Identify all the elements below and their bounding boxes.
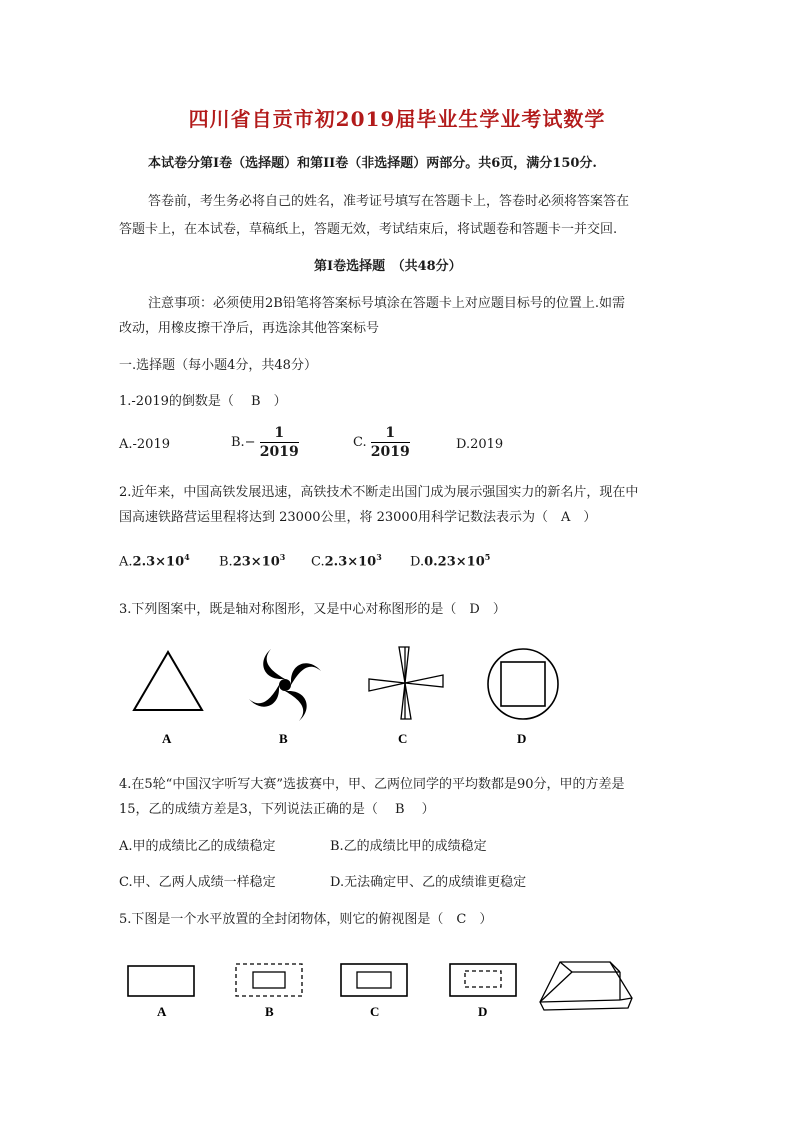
q2-option-d-prefix: D.	[410, 554, 425, 570]
q1-option-b-denominator: 2019	[259, 444, 299, 460]
q2-option-c-exponent: 3	[376, 552, 382, 562]
q2-option-a-base: 2.3×10	[132, 554, 185, 570]
q4-option-d: D.无法确定甲、乙的成绩谁更稳定	[330, 875, 527, 890]
q2-option-b-base: 23×10	[232, 554, 280, 570]
q3-triangle-figure	[134, 652, 202, 710]
q5-frustum-solid	[540, 962, 632, 1010]
q2-option-d-base: 0.23×10	[424, 554, 485, 570]
q3-label-d: D	[517, 731, 527, 746]
q2-option-b-exponent: 3	[279, 552, 286, 562]
q4-option-a: A.甲的成绩比乙的成绩稳定	[119, 839, 276, 854]
q1-option-c-numerator: 1	[371, 425, 410, 443]
q3-figures	[120, 640, 590, 750]
q4-line-2: 15，乙的成绩方差是3，下列说法正确的是（ B ）	[119, 802, 435, 817]
q5-option-c-figure	[341, 964, 407, 996]
q1-option-b-prefix: B.−	[231, 435, 256, 450]
q5-stem: 5.下图是一个水平放置的全封闭物体，则它的俯视图是（ C ）	[119, 912, 493, 927]
q3-pinwheel-figure	[249, 649, 321, 721]
q2-line-1: 2.近年来，中国高铁发展迅速，高铁技术不断走出国门成为展示强国实力的新名片，现在中	[119, 485, 639, 500]
q1-option-d: D.2019	[456, 437, 504, 452]
q1-option-c-prefix: C.	[353, 435, 367, 450]
exam-title: 四川省自贡市初2019届毕业生学业考试数学	[188, 107, 606, 131]
q2-option-b	[219, 552, 285, 569]
q2-option-b-prefix: B.	[219, 554, 233, 570]
q5-option-d-figure	[450, 964, 516, 996]
q5-label-b: B	[265, 1004, 274, 1019]
q1-option-c-denominator: 2019	[370, 444, 410, 460]
q5-label-c: C	[370, 1004, 380, 1019]
q3-windmill-figure	[369, 647, 443, 719]
q1-option-b-numerator: 1	[260, 425, 299, 443]
q2-option-c-prefix: C.	[311, 554, 325, 570]
q3-label-c: C	[398, 731, 408, 746]
q4-line-1: 4.在5轮“中国汉字听写大赛”选拔赛中，甲、乙两位同学的平均数都是90分，甲的方差是	[119, 777, 625, 792]
q5-label-d: D	[478, 1004, 488, 1019]
q5-figures	[120, 950, 640, 1025]
q2-line-2: 国高速铁路营运里程将达到 23000公里，将 23000用科学记数法表示为（ A ）	[119, 510, 597, 525]
attention-line-2: 改动，用橡皮擦干净后，再选涂其他答案标号	[119, 321, 380, 336]
q2-option-d	[410, 552, 490, 569]
q2-option-a-prefix: A.	[119, 554, 133, 570]
q5-option-b-figure	[236, 964, 302, 996]
notice-line-2: 答题卡上，在本试卷，草稿纸上，答题无效，考试结束后，将试题卷和答题卡一并交回.	[119, 222, 618, 237]
q1-option-b-fraction	[260, 425, 299, 460]
q1-option-a: A.-2019	[119, 437, 170, 452]
q4-option-b: B.乙的成绩比甲的成绩稳定	[330, 839, 487, 854]
q5-option-a-figure	[128, 966, 194, 996]
q1-option-c-fraction	[371, 425, 410, 460]
q2-option-a-exponent: 4	[184, 552, 190, 562]
q5-label-a: A	[157, 1004, 167, 1019]
q2-option-c-base: 2.3×10	[324, 554, 377, 570]
q3-label-b: B	[279, 731, 288, 746]
q3-label-a: A	[162, 731, 172, 746]
q2-option-d-exponent: 5	[484, 552, 491, 562]
q1-option-b	[231, 425, 299, 460]
q1-option-c	[353, 425, 410, 460]
section-title: 一.选择题（每小题4分，共48分）	[119, 358, 317, 373]
q3-stem: 3.下列图案中，既是轴对称图形，又是中心对称图形的是（ D ）	[119, 602, 506, 617]
q3-circle-square-figure	[488, 649, 558, 719]
q2-option-c	[311, 552, 382, 569]
part1-title: 第Ⅰ卷选择题 （共48分）	[314, 259, 462, 274]
exam-intro: 本试卷分第Ⅰ卷（选择题）和第II卷（非选择题）两部分。共6页，满分150分.	[148, 156, 597, 171]
q2-option-a	[119, 552, 190, 569]
q1-stem: 1.-2019的倒数是（ B ）	[119, 394, 287, 409]
attention-line-1: 注意事项：必须使用2B铅笔将答案标号填涂在答题卡上对应题目标号的位置上.如需	[148, 296, 625, 311]
q4-option-c: C.甲、乙两人成绩一样稳定	[119, 875, 276, 890]
notice-line-1: 答卷前，考生务必将自己的姓名，准考证号填写在答题卡上，答卷时必须将答案答在	[148, 194, 630, 209]
